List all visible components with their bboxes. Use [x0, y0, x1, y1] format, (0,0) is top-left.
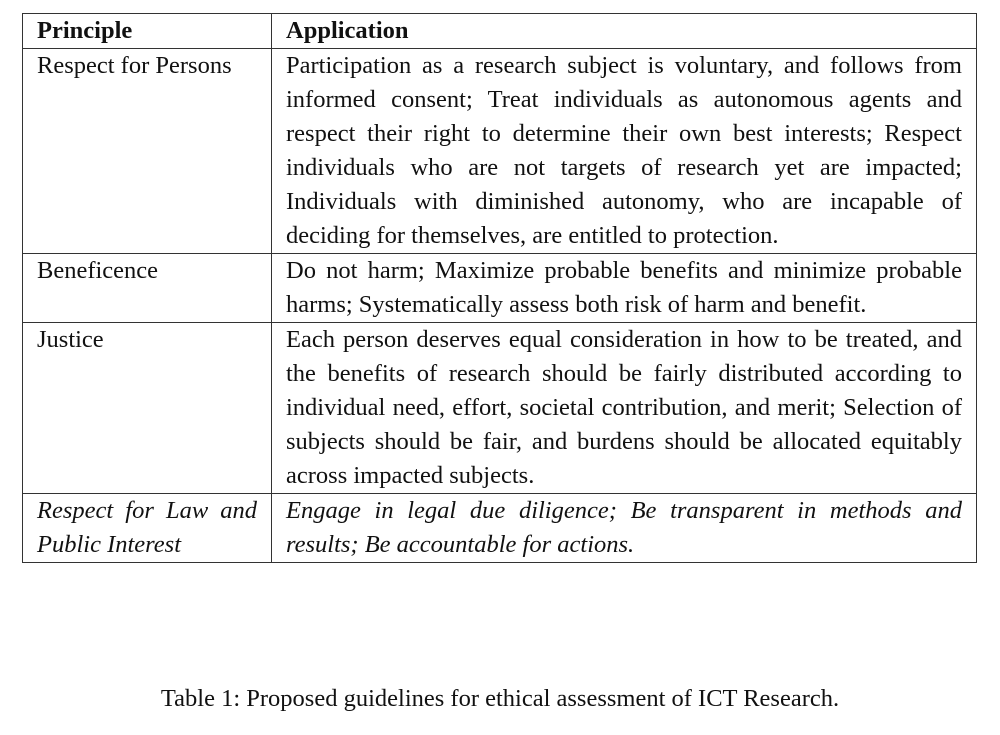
application-cell: Engage in legal due diligence; Be transparent in methods and results; Be accountable for actions. — [272, 494, 977, 563]
table-row — [23, 49, 977, 254]
application-cell: Each person deserves equal consideration in how to be treated, and the benefits of research should be fairly distributed according to individual need, effort, societal contribution, and merit; Selection of subjects should be fair, and burdens should be allocated equitably across impacted subjects. — [272, 323, 977, 494]
application-column-header: Application — [272, 14, 977, 49]
table-header — [23, 14, 977, 49]
application-cell: Do not harm; Maximize probable benefits and minimize probable harms; Systematically assess both risk of harm and benefit. — [272, 254, 977, 323]
principle-cell: Justice — [23, 323, 272, 494]
table-row — [23, 254, 977, 323]
principle-cell: Respect for Law and Public Interest — [23, 494, 272, 563]
table-row — [23, 494, 977, 563]
principle-column-header: Principle — [23, 14, 272, 49]
table-row — [23, 323, 977, 494]
principle-cell: Beneficence — [23, 254, 272, 323]
principle-cell: Respect for Persons — [23, 49, 272, 254]
header-row — [23, 14, 977, 49]
table-caption: Table 1: Proposed guidelines for ethical assessment of ICT Research. — [160, 685, 840, 712]
table-body — [23, 49, 977, 563]
ethics-guidelines-table — [22, 13, 977, 563]
application-cell: Participation as a research subject is voluntary, and follows from informed consent; Treat individuals as autonomous agents and respect their right to determine their own best interests; Respect individuals who are not targets of research yet are impacted; Individuals with diminished autonomy, who are incapable of deciding for themselves, are entitled to protection. — [272, 49, 977, 254]
